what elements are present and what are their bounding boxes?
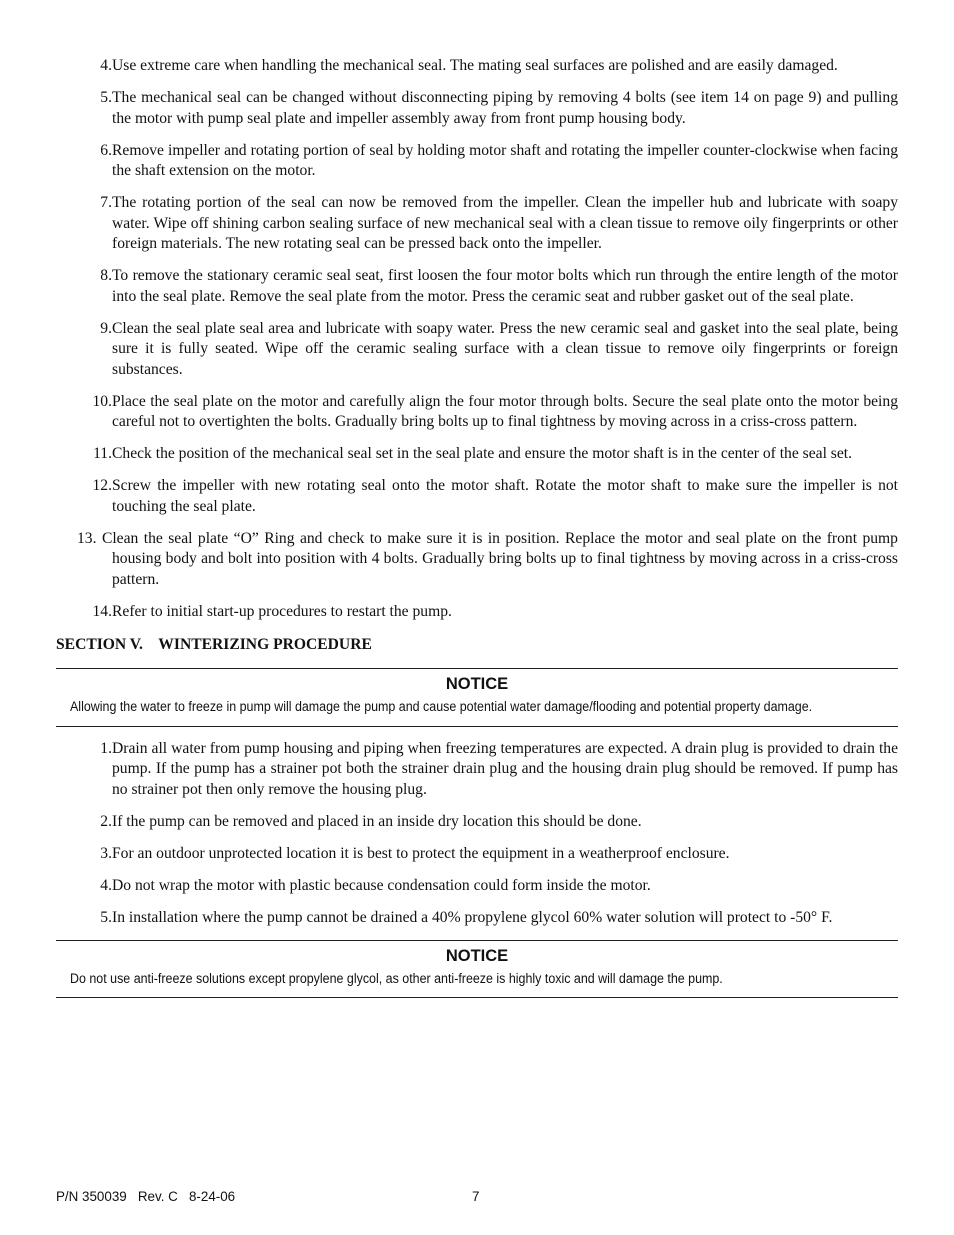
page-number: 7 (472, 1189, 480, 1204)
list-item: 7. The rotating portion of the seal can now be removed from the impeller. Clean the impeller hub and lubricate with soapy water. Wipe off shining carbon sealing surface of new mechanical seal with a clean tissue to remove oily fingerprints or other foreign materials. The new rotating seal can be pressed back onto the impeller. (100, 194, 898, 252)
list-item: 2. If the pump can be removed and placed in an inside dry location this should be done. (100, 812, 642, 830)
list-item: 1. Drain all water from pump housing and piping when freezing temperatures are expected. A drain plug is provided to drain the pump. If the pump has a strainer pot both the strainer drain plug and the housing drain plug should be removed. If pump has no strainer pot then only remove the housing plug. (100, 739, 898, 798)
list-item: 10. Place the seal plate on the motor and carefully align the four motor through bolts. Secure the seal plate onto the motor being careful not to overtighten the bolts. Gradually bring bolts up to final tightness by moving across in a criss-cross pattern. (92, 392, 898, 430)
list-item: 4. Do not wrap the motor with plastic because condensation could form inside the motor. (100, 876, 651, 894)
seal-replacement-steps (56, 56, 898, 622)
section-heading: SECTION V. WINTERIZING PROCEDURE (56, 636, 372, 653)
list-item: 9. Clean the seal plate seal area and lubricate with soapy water. Press the new ceramic seal and gasket into the seal plate, being sure it is fully seated. Wipe off the ceramic sealing surface with a clean tissue to remove oily fingerprints or foreign substances. (100, 319, 898, 378)
notice-body: Allowing the water to freeze in pump will damage the pump and cause potential water damage/flooding and potential property damage. (70, 699, 813, 714)
list-item: 3. For an outdoor unprotected location it is best to protect the equipment in a weatherproof enclosure. (100, 844, 730, 862)
list-item: 13. Clean the seal plate “O” Ring and check to make sure it is in position. Replace the motor and seal plate on the front pump housing body and bolt into position with 4 bolts. Gradually bring bolts up to final tightness by moving across in a criss-cross pattern. (77, 529, 898, 588)
list-item: 14. Refer to initial start-up procedures to restart the pump. (92, 602, 452, 620)
list-item: 5. In installation where the pump cannot be drained a 40% propylene glycol 60% water solution will protect to -50° F. (100, 908, 833, 926)
notice-box-antifreeze (56, 940, 898, 999)
list-item: 4. Use extreme care when handling the mechanical seal. The mating seal surfaces are polished and are easily damaged. (100, 57, 838, 74)
list-item: 8. To remove the stationary ceramic seal seat, first loosen the four motor bolts which run through the entire length of the motor into the seal plate. Remove the seal plate from the motor. Press the ceramic seat and rubber gasket out of the seal plate. (100, 267, 898, 305)
notice-title: NOTICE (445, 675, 509, 693)
part-number: P/N 350039 Rev. C 8-24-06 (56, 1189, 236, 1204)
winterizing-steps (56, 739, 898, 929)
notice-body: Do not use anti-freeze solutions except propylene glycol, as other anti-freeze is highly toxic and will damage the pump. (70, 970, 723, 986)
list-item: 6. Remove impeller and rotating portion of seal by holding motor shaft and rotating the impeller counter-clockwise when facing the shaft extension on the motor. (100, 141, 898, 179)
list-item: 11. Check the position of the mechanical seal set in the seal plate and ensure the motor shaft is in the center of the seal set. (93, 445, 853, 462)
notice-box-freeze (56, 668, 898, 727)
list-item: 5. The mechanical seal can be changed without disconnecting piping by removing 4 bolts (see item 14 on page 9) and pulling the motor with pump seal plate and impeller assembly away from front pump housing body. (100, 89, 898, 127)
notice-title: NOTICE (445, 946, 509, 965)
document-page (56, 56, 898, 1010)
list-item: 12. Screw the impeller with new rotating seal onto the motor shaft. Rotate the motor shaft to make sure the impeller is not touching the seal plate. (92, 477, 898, 515)
